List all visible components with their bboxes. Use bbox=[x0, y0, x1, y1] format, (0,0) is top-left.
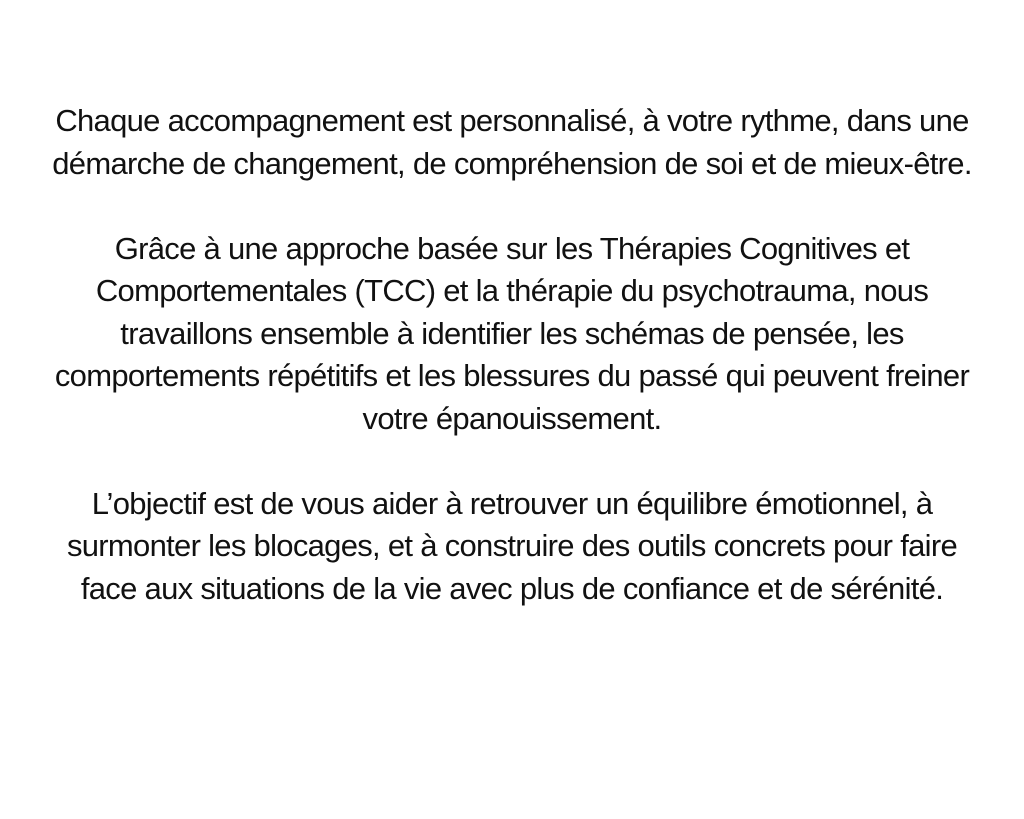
paragraph-objective: L’objectif est de vous aider à retrouver un équilibre émotionnel, à surmonter les blocages, et à construire des outils concrets pour faire face aux situations de la vie avec plus de confiance et de sérénité. bbox=[66, 485, 958, 606]
paragraph-intro: Chaque accompagnement est personnalisé, à votre rythme, dans une démarche de changement, de compréhension de soi et de mieux-être. bbox=[52, 103, 972, 181]
text-block bbox=[40, 100, 984, 610]
paragraph-approach: Grâce à une approche basée sur les Thérapies Cognitives et Comportementales (TCC) et la thérapie du psychotrauma, nous travaillons ensemble à identifier les schémas de pensée, les comportements répétitifs et les blessures du passé qui peuvent freiner votre épanouissement. bbox=[54, 230, 970, 436]
